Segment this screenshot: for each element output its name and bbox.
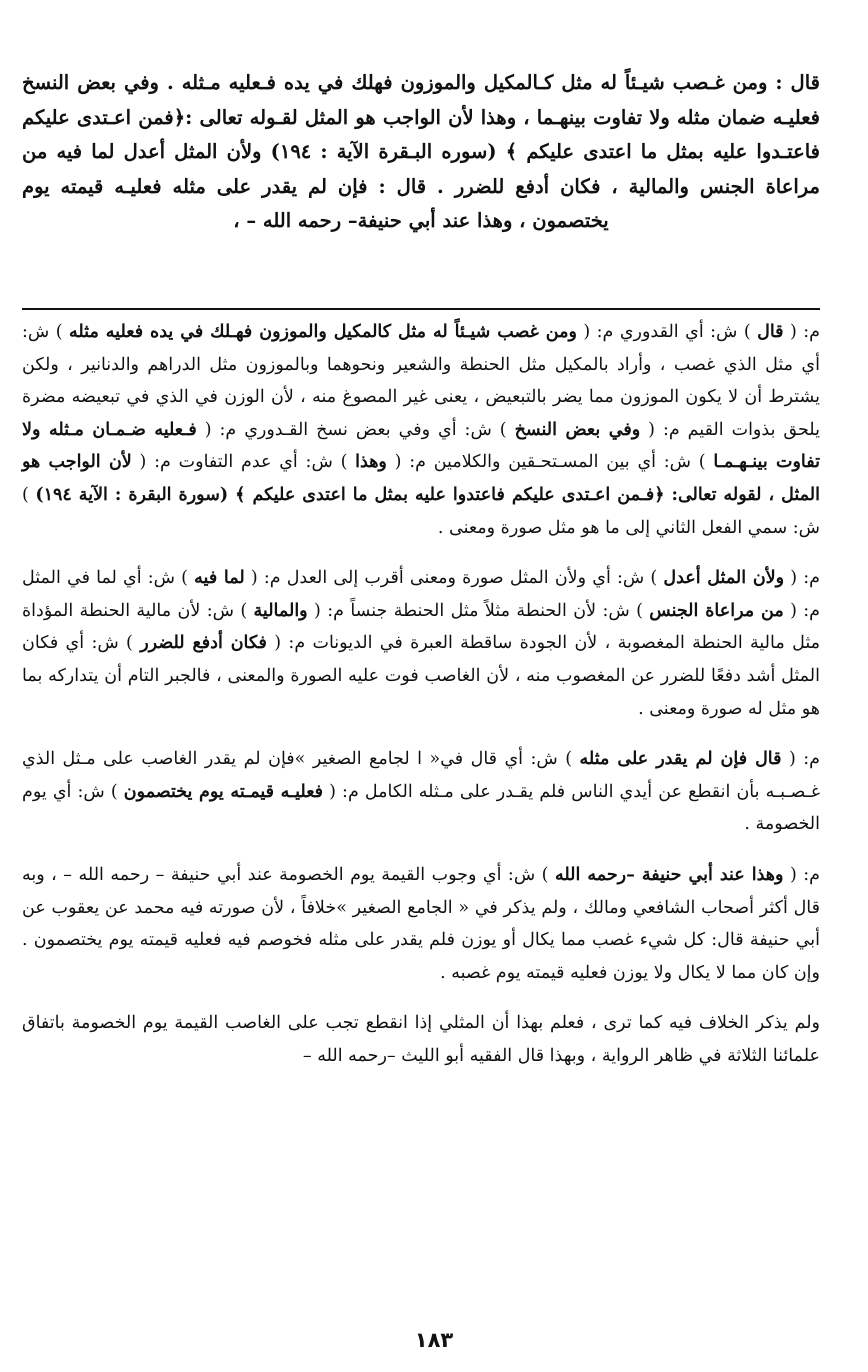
commentary-text-span: ) ش: أي فكان المثل أشد دفعًا للضرر عن المغصوب منه ، لأن الغاصب فوت عليه الصورة والمعنى ، فالجبر التام أن يتداركه بما هو مثل له صورة ومعنى .	[22, 633, 820, 719]
quoted-matn-span: لما فيه	[194, 568, 245, 589]
commentary-text-span: ) ش: أي لما في المثل م: (	[22, 568, 821, 621]
commentary-text-span: ) ش: أي وفي بعض نسخ القـدوري م: (	[196, 419, 515, 440]
commentary-text-span: ) ش: لأن مالية الحنطة المؤداة مثل مالية الحنطة المغصوبة ، لأن الجودة ساقطة العبرة في الديونات م: (	[22, 600, 820, 654]
commentary-paragraph	[22, 743, 820, 841]
commentary-text-span: ولم يذكر الخلاف فيه كما ترى ، فعلم بهذا أن المثلي إذا انقطع تجب على الغاصب القيمة يوم الخصومة باتفاق علمائنا الثلاثة في ظاهر الرواية ، وبهذا قال الفقيه أبو الليث –رحمه الله –	[22, 1013, 820, 1066]
commentary-section	[22, 316, 820, 1090]
commentary-text-span: م: (	[784, 568, 820, 589]
quoted-matn-span: والمالية	[253, 600, 308, 621]
commentary-text-span: ) ش: أي يوم الخصومة .	[22, 781, 820, 835]
quoted-matn-span: فكان أدفع للضرر	[140, 633, 267, 654]
commentary-text-span: ) ش: أي قال في« ا لجامع الصغير »فإن لم يقدر الغاصب على مـثل الذي غـصـبـه بأن انقطع عن أيدي الناس فلم يقـدر على مـثله الكامل م: (	[22, 749, 820, 802]
quoted-matn-span: فـعليه ضـمـان مـثله ولا تفاوت بينـهـمـا	[22, 419, 820, 473]
page-number: ١٨٣	[414, 1328, 454, 1352]
quoted-matn-span: من مراعاة الجنس	[649, 600, 784, 621]
quoted-matn-span: قال	[757, 322, 784, 342]
commentary-text-span: م: (	[783, 864, 821, 885]
commentary-paragraph	[22, 859, 820, 989]
commentary-text-span: م: (	[781, 749, 820, 770]
commentary-text-span: ) ش: أي بين المسـتحـقين والكلامين م: (	[386, 452, 714, 473]
commentary-text-span: ) ش: أي مثل الذي غصب ، وأراد بالمكيل مثل الحنطة والشعير ونحوهما وبالموزون مثل الدراهم والدنانير ، ولكن يشترط أن لا يكون الموزون مما يضر بالتبعيض ، يعنى غير المصوغ منه ، لأن الوزن في الذي في تبعيضه مضرة يلحق بذوات القيم م: (	[22, 322, 820, 440]
commentary-paragraph	[22, 316, 820, 544]
commentary-paragraph	[22, 562, 820, 725]
commentary-text-span: ) ش: سمي الفعل الثاني إلى ما هو مثل صورة ومعنى .	[22, 484, 820, 538]
quoted-matn-span: ولأن المثل أعدل	[663, 568, 785, 589]
quoted-matn-span: لأن الواجب هو المثل ، لقوله تعالى: ﴿فـمن اعـتدى عليكم فاعتدوا عليه بمثل ما اعتدى عليكم ﴾ (سورة البقرة : الآية ١٩٤)	[22, 452, 820, 505]
quoted-matn-span: ومن غصب شيـئاً له مثل كالمكيل والموزون فهـلك في يده فعليه مثله	[68, 322, 577, 342]
commentary-text-span: ) ش: أي القدوري م: (	[576, 322, 758, 342]
commentary-text-span: ) ش: لأن الحنطة مثلاً مثل الحنطة جنساً م: (	[307, 600, 650, 621]
commentary-text-span: ) ش: أي وجوب القيمة يوم الخصومة عند أبي حنيفة – رحمه الله – ، وبه قال أكثر أصحاب الشافعي ومالك ، ولم يذكر في « الجامع الصغير »خلافاً ، لأن صورته فيه محمد عن يعقوب عن أبي حنيفة قال: كل شيء غصب مما يكال أو يوزن فلم يقدر على مثله فخوصم فيه فعليه قيمته يوم يختصمون . وإن كان مما لا يكال ولا يوزن فعليه قيمته يوم غصبه .	[22, 864, 820, 983]
quoted-matn-span: وهذا	[355, 452, 387, 473]
quoted-matn-span: فعليـه قيمـته يوم يختصمون	[123, 781, 324, 802]
commentary-text-span: م: (	[783, 322, 820, 342]
main-text-paragraph: قال : ومن غـصب شيـئاً له مثل كـالمكيل والموزون فهلك في يده فـعليه مـثله . وفي بعض النسخ فعليـه ضمان مثله ولا تفاوت بينهـما ، وهذا لأن الواجب هو المثل لقـوله تعالى :﴿فمن اعـتدى عليكم فاعتـدوا عليه بمثل ما اعتدى عليكم ﴾ (سوره البـقرة الآية : ١٩٤) ولأن المثل أعدل لما فيه من مراعاة الجنس والمالية ، فكان أدفع للضرر . قال : فإن لم يقدر على مثله فعليـه قيمته يوم يختصمون ، وهذا عند أبي حنيفة– رحمه الله – ،	[22, 71, 820, 232]
quoted-matn-span: وفي بعض النسخ	[514, 419, 641, 440]
quoted-matn-span: قال فإن لم يقدر على مثله	[579, 749, 782, 770]
quoted-matn-span: وهذا عند أبي حنيفة –رحمه الله	[554, 864, 784, 885]
commentary-paragraph	[22, 1007, 820, 1072]
commentary-text-span: ) ش: أي ولأن المثل صورة ومعنى أقرب إلى العدل م: (	[244, 568, 664, 589]
separator-rule	[22, 308, 820, 310]
commentary-text-span: ) ش: أي عدم التفاوت م: (	[131, 452, 356, 473]
